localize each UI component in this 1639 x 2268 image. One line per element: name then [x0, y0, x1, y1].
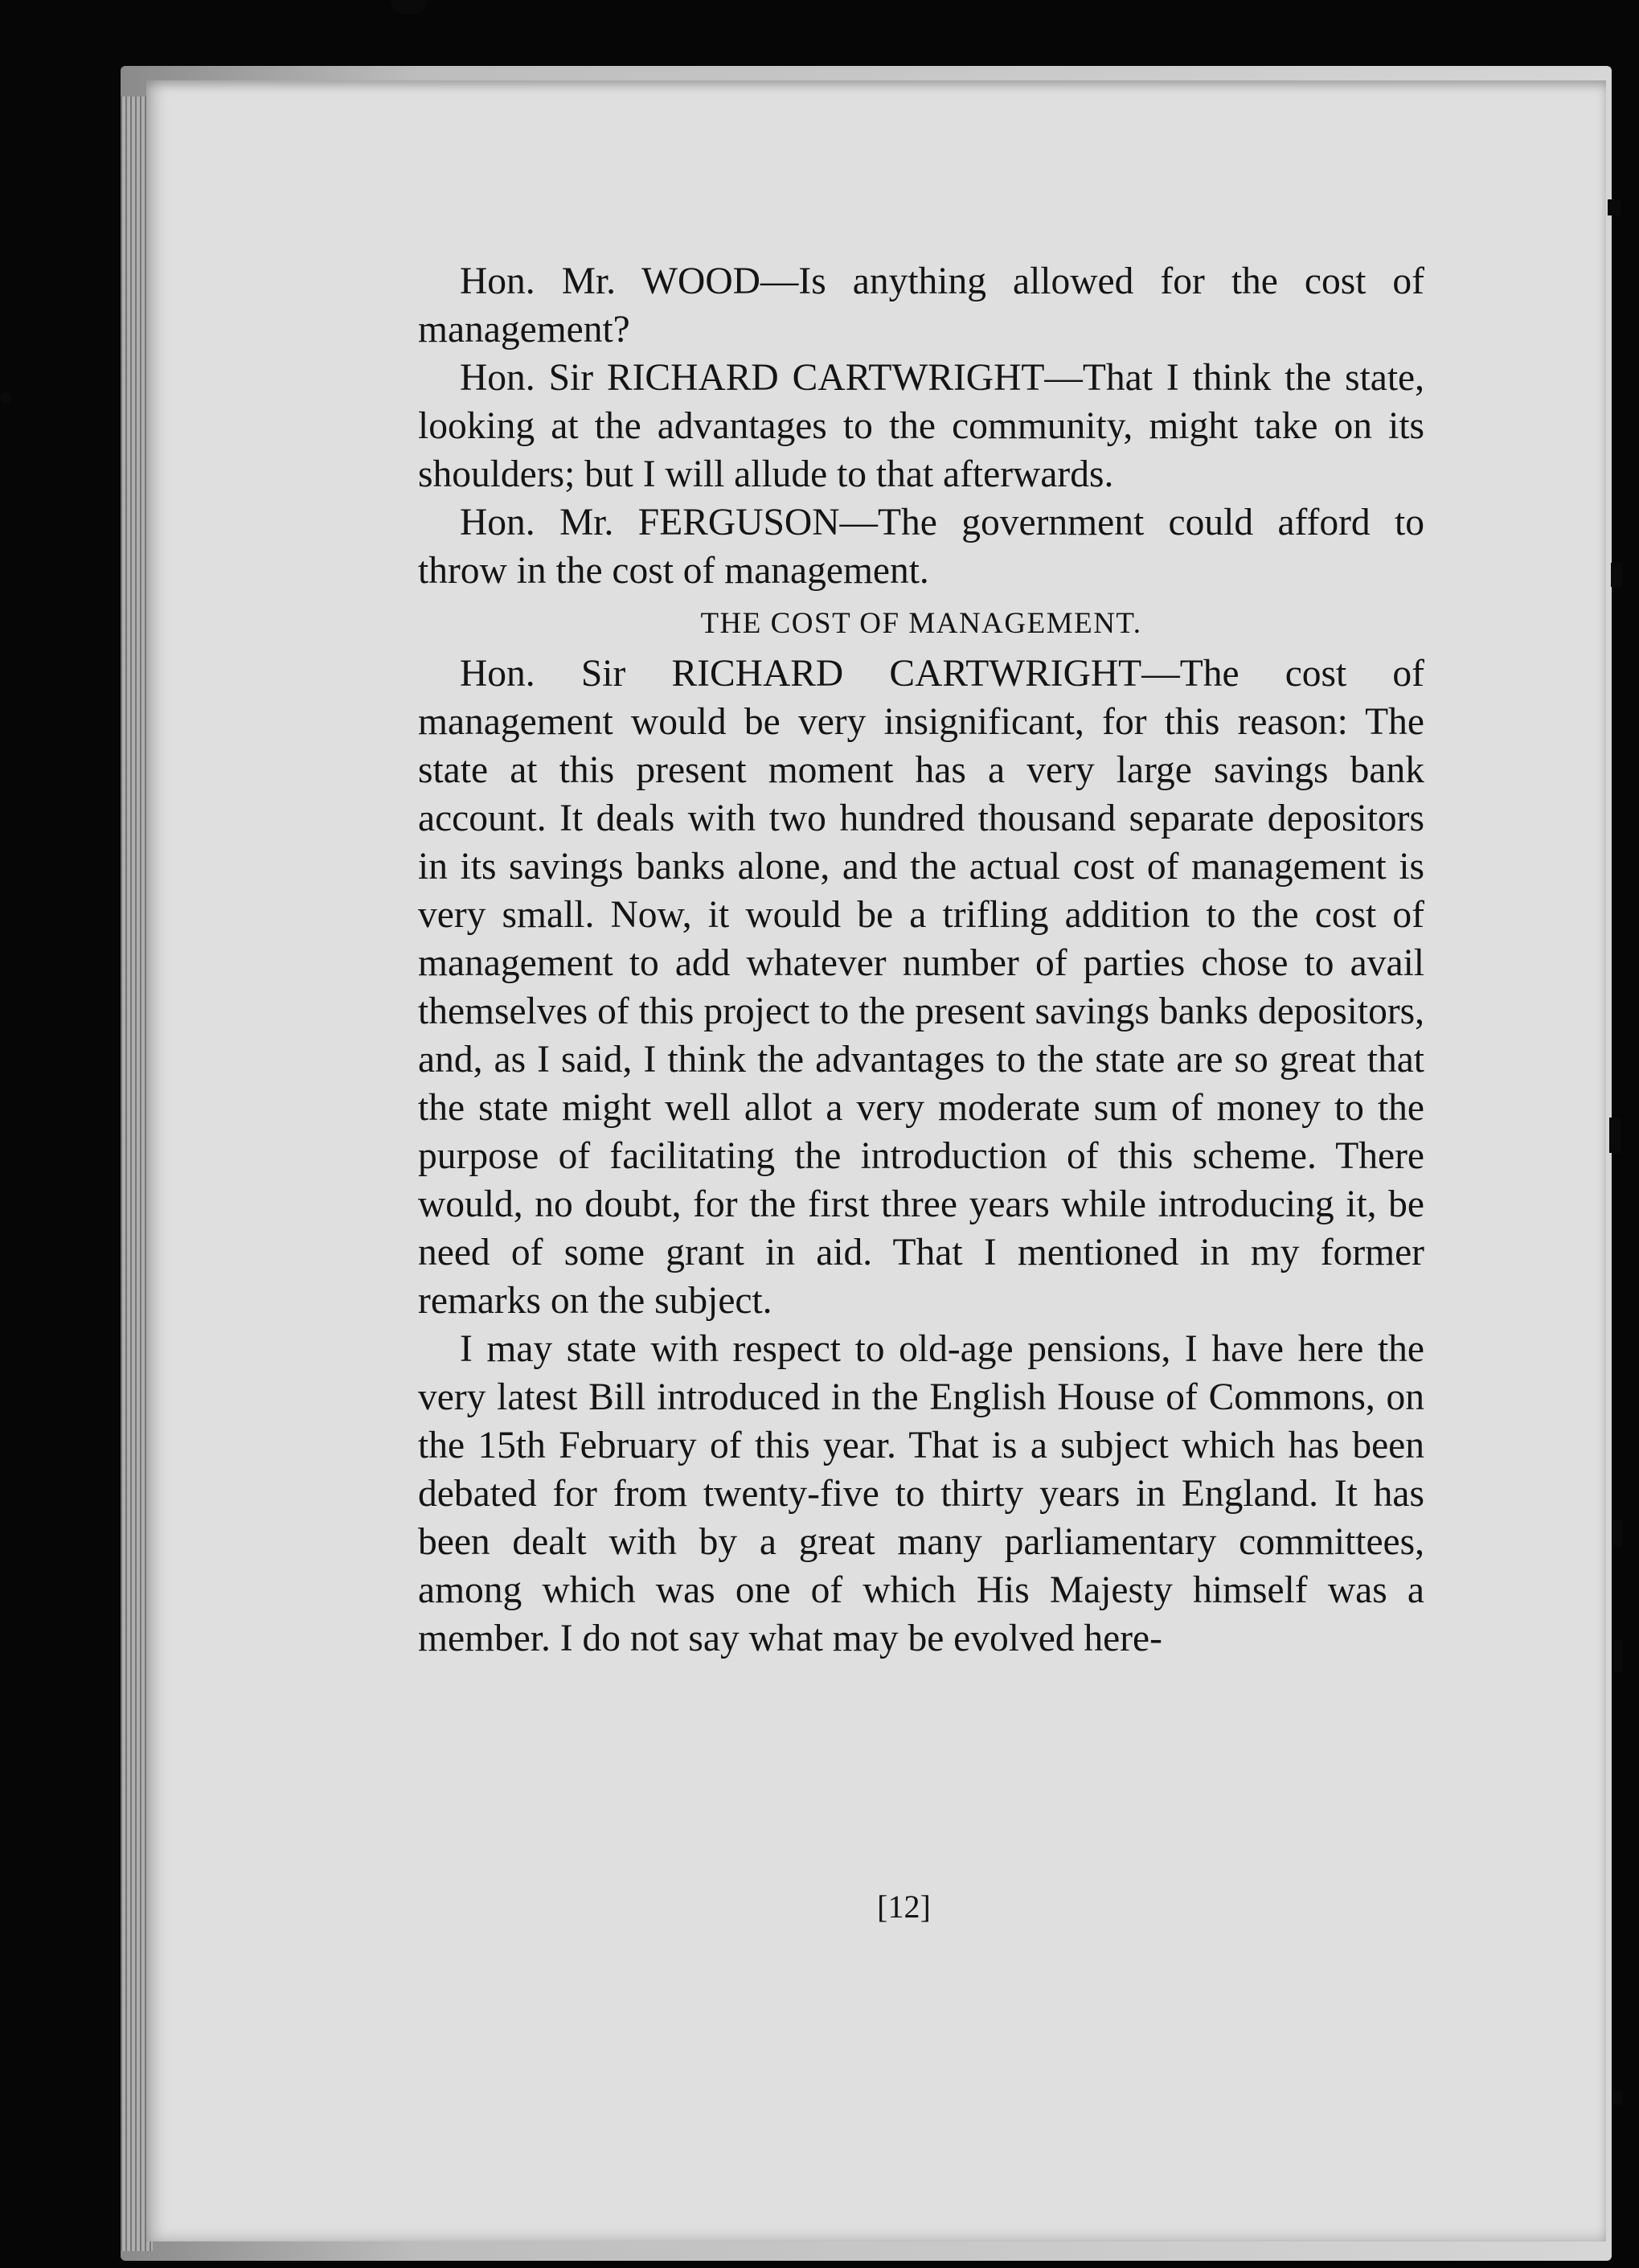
paragraph: Hon. Mr. WOOD—Is anything allowed for the cost of management? — [418, 260, 1424, 351]
scan-artifact — [1611, 563, 1622, 587]
body-text — [418, 257, 1424, 1663]
paragraph: Hon. Sir RICHARD CARTWRIGHT—The cost of management would be very insignificant, for this reason: The state at this present moment has a very large savings bank account. It deals with two hundred thousand separate depositors in its savings banks alone, and the actual cost of management is very small. Now, it would be a trifling addition to the cost of management to add whatever number of parties chose to avail themselves of this project to the present savings banks depositors, and, as I said, I think the advantages to the state are so great that the state might well allot a very moderate sum of money to the purpose of facilitating the introduction of this scheme. There would, no doubt, for the first three years while introducing it, be need of some grant in aid. That I mentioned in my former remarks on the subject. — [418, 653, 1424, 1322]
paragraph: Hon. Sir RICHARD CARTWRIGHT—That I think the state, looking at the advantages to the community, might take on its shoulders; but I will allude to that afterwards. — [418, 357, 1424, 495]
scan-artifact — [1612, 2090, 1622, 2105]
scan-artifact — [1608, 199, 1621, 215]
paragraph: Hon. Mr. FERGUSON—The government could afford to throw in the cost of management. — [418, 502, 1424, 592]
paragraph: I may state with respect to old-age pensions, I have here the very latest Bill introduced in the English House of Commons, on the 15th February of this year. That is a subject which has been debated for from twenty-five to thirty years in England. It has been dealt with by a great many parliamentary committees, among which was one of which His Majesty himself was a member. I do not say what may be evolved here- — [418, 1328, 1424, 1659]
scan-artifact — [1609, 1118, 1621, 1153]
section-heading: THE COST OF MANAGEMENT. — [700, 607, 1142, 640]
page-number: [12] — [877, 1889, 931, 1925]
scan-artifact — [0, 392, 11, 404]
scan-artifact — [1614, 1640, 1622, 1672]
scan-artifact — [1612, 1520, 1622, 1547]
